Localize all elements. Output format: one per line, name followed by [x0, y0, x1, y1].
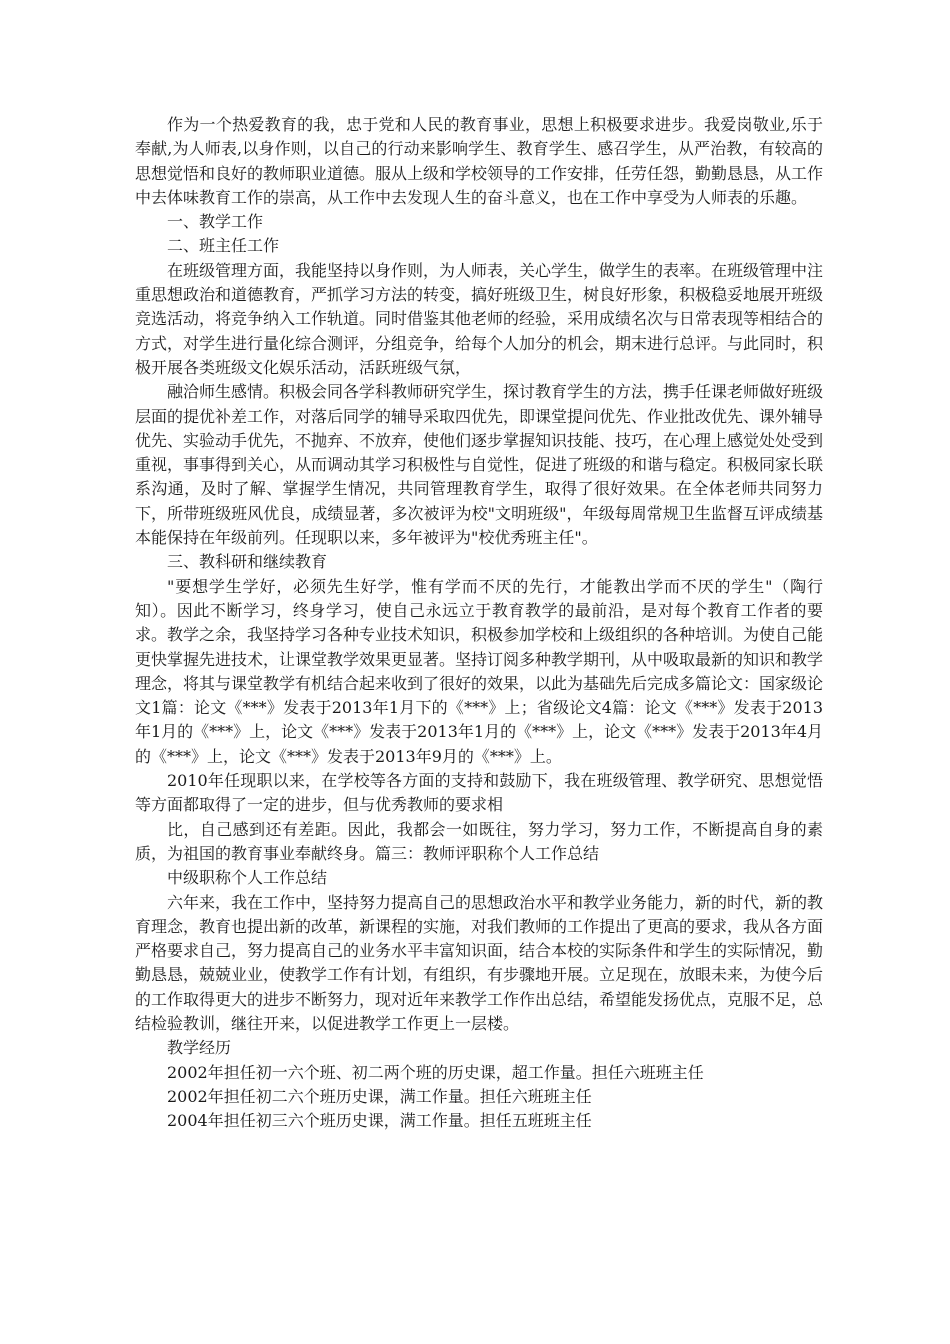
section-heading-teaching: 一、教学工作 — [167, 212, 264, 232]
paragraph-class-management: 在班级管理方面，我能坚持以身作则，为人师表，关心学生，做学生的表率。在班级管理中注重思想政治和道德教育，严抓学习方法的转变，搞好班级卫生，树良好形象，积极稳妥地展开班级竞选活动，将竞争纳入工作轨道。同时借鉴其他老师的经验，采用成绩名次与日常表现等相结合的方式，对学生进行量化综合测评，分组竞争，给每个人加分的机会，期末进行总评。与此同时，积极开展各类班级文化娱乐活动，活跃班级气氛， — [135, 260, 824, 377]
section-heading-class-teacher: 二、班主任工作 — [167, 236, 280, 256]
experience-item: 2004年担任初三六个班历史课，满工作量。担任五班班主任 — [167, 1111, 592, 1131]
experience-item: 2002年担任初一六个班、初二两个班的历史课，超工作量。担任六班班主任 — [167, 1062, 704, 1082]
paragraph-teacher-student: 融洽师生感情。积极会同各学科教师研究学生，探讨教育学生的方法，携手任课老师做好班级层面的提优补差工作，对落后同学的辅导采取四优先，即课堂提问优先、作业批改优先、课外辅导优先、实验动手优先，不抛弃、不放弃，使他们逐步掌握知识技能、技巧，在心理上感觉处处受到重视，事事得到关心，从而调动其学习积极性与自觉性，促进了班级的和谐与稳定。积极同家长联系沟通，及时了解、掌握学生情况，共同管理教育学生，取得了很好效果。在全体老师共同努力下，所带班级班风优良，成绩显著，多次被评为校"文明班级"，年级每周常规卫生监督互评成绩基本能保持在年级前列。任现职以来，多年被评为"校优秀班主任"。 — [135, 382, 824, 548]
section-heading-intermediate-title: 中级职称个人工作总结 — [167, 868, 328, 888]
paragraph-intro: 作为一个热爱教育的我，忠于党和人民的教育事业，思想上积极要求进步。我爱岗敬业,乐于奉献,为人师表,以身作则，以自己的行动来影响学生、教育学生、感召学生，从严治教，有较高的思想觉悟和良好的教师职业道德。服从上级和学校领导的工作安排，任劳任怨，勤勤恳恳，从工作中去体味教育工作的崇高，从工作中去发现人生的奋斗意义，也在工作中享受为人师表的乐趣。 — [135, 115, 824, 207]
paragraph-shortcomings: 比，自己感到还有差距。因此，我都会一如既往，努力学习，努力工作，不断提高自身的素质，为祖国的教育事业奉献终身。篇三：教师评职称个人工作总结 — [135, 819, 823, 863]
experience-item: 2002年担任初二六个班历史课，满工作量。担任六班班主任 — [167, 1086, 592, 1106]
paragraph-research: "要想学生学好，必须先生好学，惟有学而不厌的先行，才能教出学而不厌的学生"（陶行知）。因此不断学习，终身学习，使自己永远立于教育教学的最前沿，是对每个教育工作者的要求。教学之余，我坚持学习各种专业技术知识，积极参加学校和上级组织的各种培训。为使自己能更快掌握先进技术，让课堂教学效果更显著。坚持订阅多种教学期刊，从中吸取最新的知识和教学理念，将其与课堂教学有机结合起来收到了很好的效果，以此为基础先后完成多篇论文：国家级论文1篇：论文《***》发表于2013年1月下的《***》上；省级论文4篇：论文《***》发表于2013年1月的《***》上，论文《***》发表于2013年1月的《***》上，论文《***》发表于2013年4月的《***》上，论文《***》发表于2013年9月的《***》上。 — [135, 576, 824, 766]
section-heading-research: 三、教科研和继续教育 — [167, 552, 328, 572]
section-heading-experience: 教学经历 — [167, 1038, 232, 1058]
paragraph-six-years: 六年来，我在工作中，坚持努力提高自己的思想政治水平和教学业务能力，新的时代，新的教育理念，教育也提出新的改革，新课程的实施，对我们教师的工作提出了更高的要求，我从各方面严格要求自己，努力提高自己的业务水平丰富知识面，结合本校的实际条件和学生的实际情况，勤勤恳恳，兢兢业业，使教学工作有计划，有组织，有步骤地开展。立足现在，放眼未来，为使今后的工作取得更大的进步不断努力，现对近年来教学工作作出总结，希望能发扬优点，克服不足，总结检验教训，继往开来，以促进教学工作更上一层楼。 — [135, 892, 824, 1033]
paragraph-since-2010: 2010年任现职以来，在学校等各方面的支持和鼓励下，我在班级管理、教学研究、思想觉悟等方面都取得了一定的进步，但与优秀教师的要求相 — [135, 771, 823, 815]
document-body — [135, 113, 823, 1133]
